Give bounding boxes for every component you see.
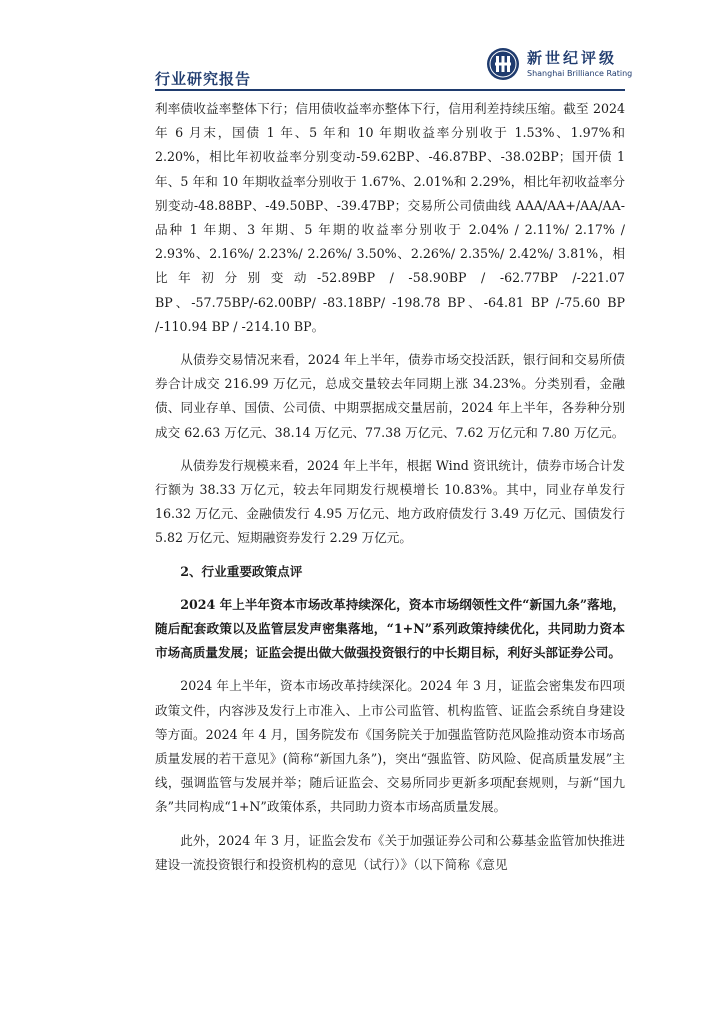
report-body: [155, 97, 625, 886]
paragraph-additional: 此外，2024 年 3 月，证监会发布《关于加强证券公司和公募基金监管加快推进建设一流投资银行和投资机构的意见（试行）》（以下简称《意见: [155, 832, 625, 872]
header-divider: [155, 89, 625, 91]
page-header: [155, 44, 633, 92]
logo-chinese-name: 新世纪评级: [527, 49, 618, 67]
paragraph-yields: 利率债收益率整体下行；信用债收益率亦整体下行，信用利差持续压缩。截至 2024 年 6 月末，国债 1 年、5 年和 10 年期收益率分别收于 1.53%、1.97%和 2.20%，相比年初收益率分别变动-59.62BP、-46.87BP、-38.02BP；国开债 1 年、5 年和 10 年期收益率分别收于 1.67%、2.01%和 2.29%，相比年初收益率分别变动-48.88BP、-49.50BP、-39.47BP；交易所公司债曲线 AAA/AA+/AA/AA-品种 1 年期、3 年期、5 年期的收益率分别收于 2.04% / 2.11%/ 2.17% / 2.93%、2.16%/ 2.23%/ 2.26%/ 3.50%、2.26%/ 2.35%/ 2.42%/ 3.81%，相比年初分别变动-52.89BP / -58.90BP / -62.77BP /-221.07 BP、-57.75BP/-62.00BP/ -83.18BP/ -198.78 BP、-64.81 BP /-75.60 BP /-110.94 BP / -214.10 BP。: [155, 101, 625, 334]
logo-emblem-icon: [485, 46, 521, 82]
paragraph-policy-summary: 2024 年上半年资本市场改革持续深化，资本市场纲领性文件“新国九条”落地，随后配套政策以及监管层发声密集落地，“1+N”系列政策持续优化，共同助力资本市场高质量发展；证监会提出做大做强投资银行的中长期目标，利好头部证券公司。: [155, 596, 625, 661]
section-heading-policy: 2、行业重要政策点评: [180, 563, 303, 579]
paragraph-issuance: 从债券发行规模来看，2024 年上半年，根据 Wind 资讯统计，债券市场合计发行额为 38.33 万亿元，较去年同期发行规模增长 10.83%。其中，同业存单发行 16.32 万亿元、金融债发行 4.95 万亿元、地方政府债发行 3.49 万亿元、国债发行 5.82 万亿元、短期融资券发行 2.29 万亿元。: [155, 457, 625, 546]
paragraph-trading: 从债券交易情况来看，2024 年上半年，债券市场交投活跃，银行间和交易所债券合计成交 216.99 万亿元，总成交量较去年同期上涨 34.23%。分类别看，金融债、同业存单、国债、公司债、中期票据成交量居前，2024 年上半年，各券种分别成交 62.63 万亿元、38.14 万亿元、77.38 万亿元、7.62 万亿元和 7.80 万亿元。: [155, 352, 625, 440]
report-type-title: 行业研究报告: [155, 70, 252, 88]
company-logo: [485, 46, 633, 86]
logo-english-name: Shanghai Brilliance Rating: [527, 69, 633, 78]
paragraph-reform: 2024 年上半年，资本市场改革持续深化。2024 年 3 月，证监会密集发布四项政策文件，内容涉及发行上市准入、上市公司监管、机构监管、证监会系统自身建设等方面。2024 年 4 月，国务院发布《国务院关于加强监管防范风险推动资本市场高质量发展的若干意见》(简称“新国九条”)，突出“强监管、防风险、促高质量发展”主线，强调监管与发展并举；随后证监会、交易所同步更新多项配套规则，与新“国九条”共同构成“1+N”政策体系，共同助力资本市场高质量发展。: [155, 678, 625, 815]
